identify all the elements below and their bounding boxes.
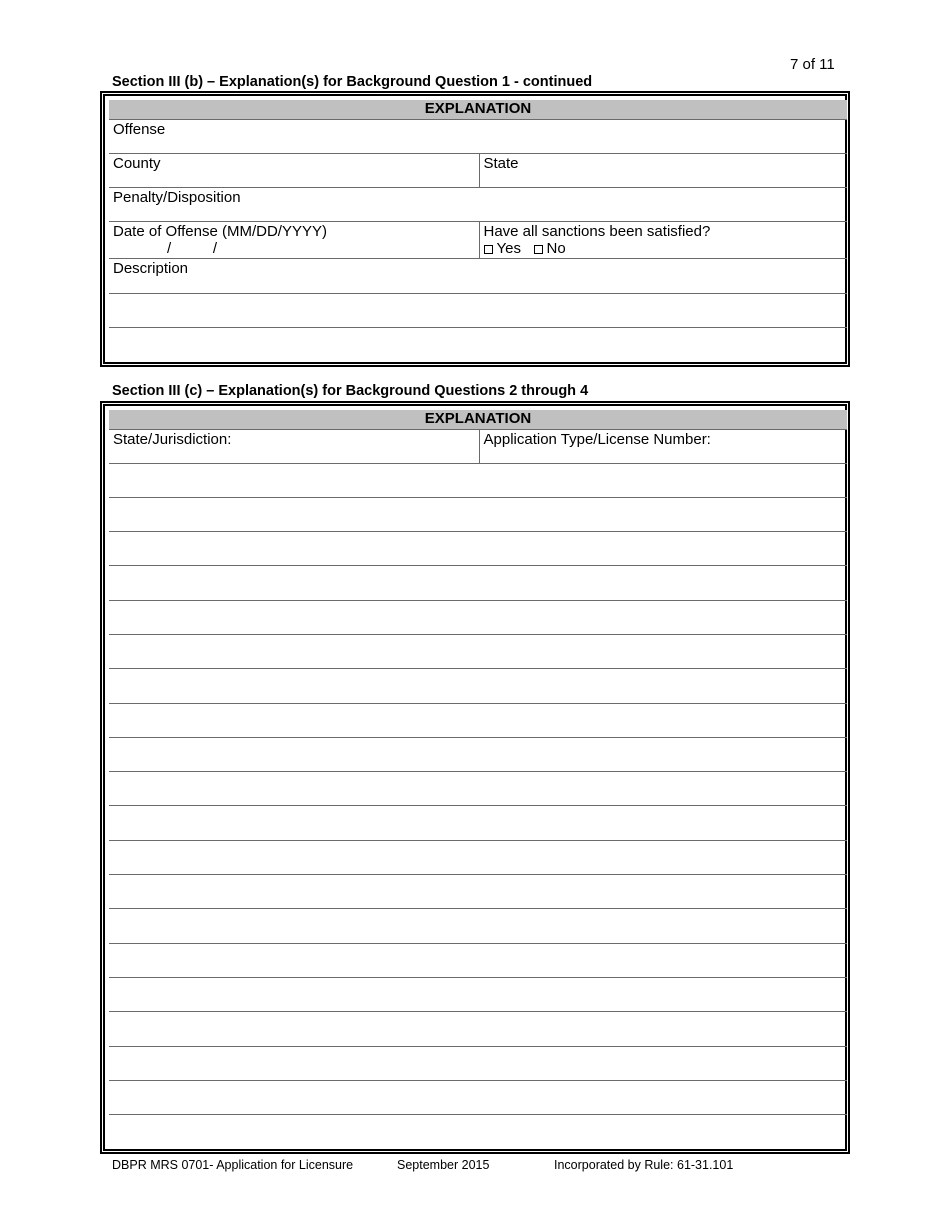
yes-label: Yes xyxy=(496,239,521,257)
penalty-field[interactable] xyxy=(109,187,847,221)
explanation-line[interactable] xyxy=(109,669,847,703)
explanation-line[interactable] xyxy=(109,634,847,668)
section-b-title: Section III (b) – Explanation(s) for Background Question 1 - continued xyxy=(112,74,593,90)
explanation-line[interactable] xyxy=(109,600,847,634)
state-label: State xyxy=(483,154,519,172)
no-label: No xyxy=(546,239,566,257)
county-field[interactable] xyxy=(109,153,479,187)
offense-field[interactable] xyxy=(109,119,847,153)
explanation-line[interactable] xyxy=(109,1115,847,1149)
description-line[interactable] xyxy=(109,327,847,361)
explanation-line[interactable] xyxy=(109,977,847,1011)
penalty-label: Penalty/Disposition xyxy=(113,188,241,206)
description-label: Description xyxy=(113,259,189,277)
explanation-line[interactable] xyxy=(109,875,847,909)
footer-form-name: DBPR MRS 0701- Application for Licensure xyxy=(112,1158,354,1172)
explanation-line[interactable] xyxy=(109,463,847,497)
explanation-line[interactable] xyxy=(109,566,847,600)
sanctions-field xyxy=(479,221,847,258)
section-b-form xyxy=(100,91,850,367)
section-b-header: EXPLANATION xyxy=(109,100,847,119)
state-jurisdiction-label: State/Jurisdiction: xyxy=(113,430,232,448)
explanation-line[interactable] xyxy=(109,1012,847,1046)
offense-label: Offense xyxy=(113,120,166,138)
page-number: 7 of 11 xyxy=(790,56,835,73)
explanation-line[interactable] xyxy=(109,703,847,737)
description-field[interactable] xyxy=(109,258,847,293)
no-checkbox[interactable] xyxy=(534,245,543,254)
yes-checkbox[interactable] xyxy=(484,245,493,254)
section-c-header: EXPLANATION xyxy=(109,410,847,429)
application-type-field[interactable] xyxy=(479,429,847,463)
state-jurisdiction-field[interactable] xyxy=(109,429,479,463)
application-type-label: Application Type/License Number: xyxy=(483,430,711,448)
no-option[interactable] xyxy=(534,240,566,257)
section-c-table xyxy=(109,410,847,1149)
explanation-line[interactable] xyxy=(109,772,847,806)
explanation-line[interactable] xyxy=(109,806,847,840)
explanation-line[interactable] xyxy=(109,943,847,977)
description-line[interactable] xyxy=(109,293,847,327)
explanation-line[interactable] xyxy=(109,1080,847,1114)
footer-rule: Incorporated by Rule: 61-31.101 xyxy=(554,1158,734,1172)
section-c-form xyxy=(100,401,850,1154)
date-of-offense-field[interactable] xyxy=(109,221,479,258)
date-of-offense-label: Date of Offense (MM/DD/YYYY) xyxy=(113,222,327,240)
county-label: County xyxy=(113,154,161,172)
state-field[interactable] xyxy=(479,153,847,187)
date-slashes: / / xyxy=(167,239,218,257)
section-b-table xyxy=(109,100,847,361)
yes-option[interactable] xyxy=(484,240,521,257)
footer-date: September 2015 xyxy=(397,1158,490,1172)
explanation-line[interactable] xyxy=(109,497,847,531)
sanctions-question: Have all sanctions been satisfied? xyxy=(483,222,711,240)
explanation-line[interactable] xyxy=(109,737,847,771)
explanation-line[interactable] xyxy=(109,840,847,874)
section-c-title: Section III (c) – Explanation(s) for Background Questions 2 through 4 xyxy=(112,383,589,399)
explanation-line[interactable] xyxy=(109,909,847,943)
explanation-line[interactable] xyxy=(109,1046,847,1080)
explanation-line[interactable] xyxy=(109,532,847,566)
